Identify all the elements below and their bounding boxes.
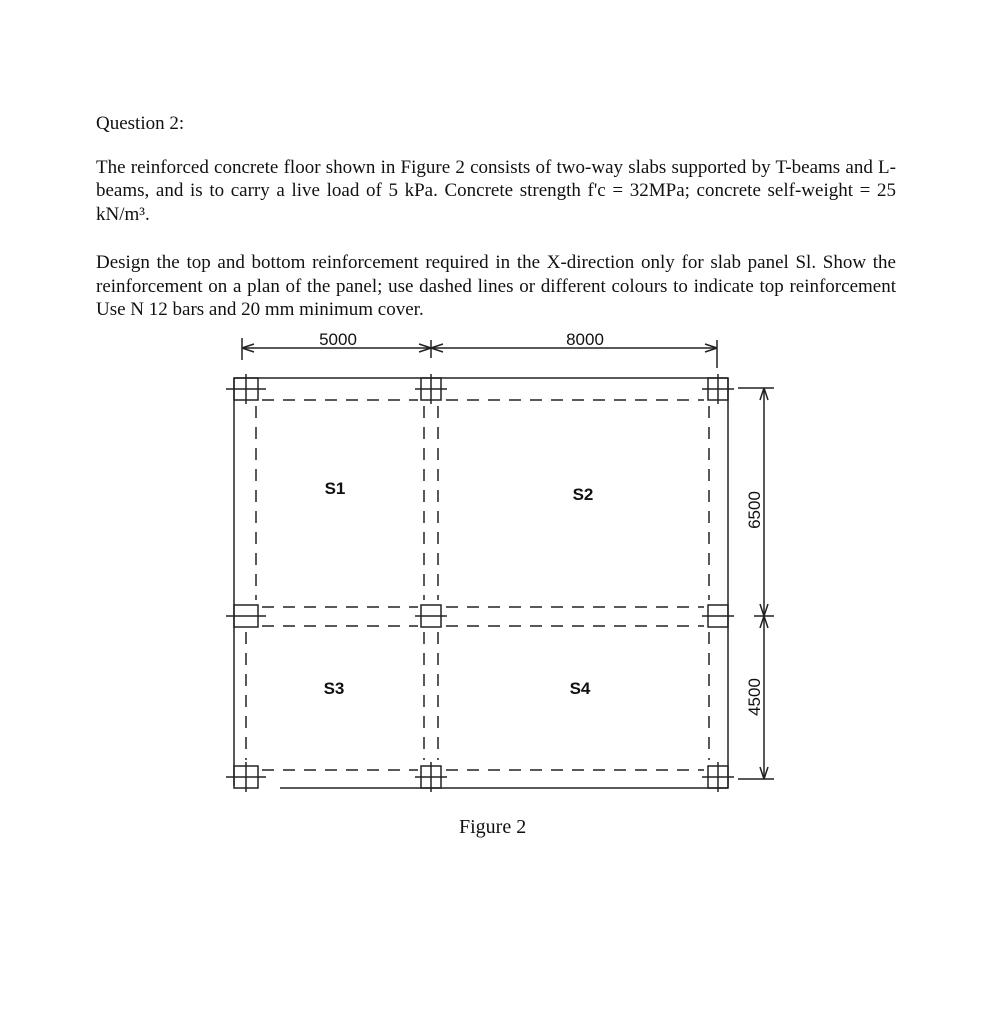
dimension-label-6500: 6500 [745,491,764,529]
question-paragraph-2: Design the top and bottom reinforcement required in the X-direction only for slab panel Sl. Show the reinforcement on a plan of the panel; use dashed lines or different colours to indicate top reinforcement Use N 12 bars and 20 mm minimum cover. [96,252,896,320]
figure-caption: Figure 2 [459,816,527,838]
question-heading: Question 2: [96,113,185,134]
panel-label-s2: S2 [572,485,594,504]
panel-label-s4: S4 [569,679,591,698]
dimension-label-5000: 5000 [319,330,357,349]
panel-label-s3: S3 [323,679,345,698]
panel-label-s1: S1 [324,479,346,498]
question-paragraph-1: The reinforced concrete floor shown in Figure 2 consists of two-way slabs supported by T-beams and L-beams, and is to carry a live load of 5 kPa. Concrete strength f'c = 32MPa; concrete self-weight = 25 kN/m³. [96,156,896,225]
dimension-label-4500: 4500 [745,678,764,716]
dimension-label-8000: 8000 [566,330,604,349]
